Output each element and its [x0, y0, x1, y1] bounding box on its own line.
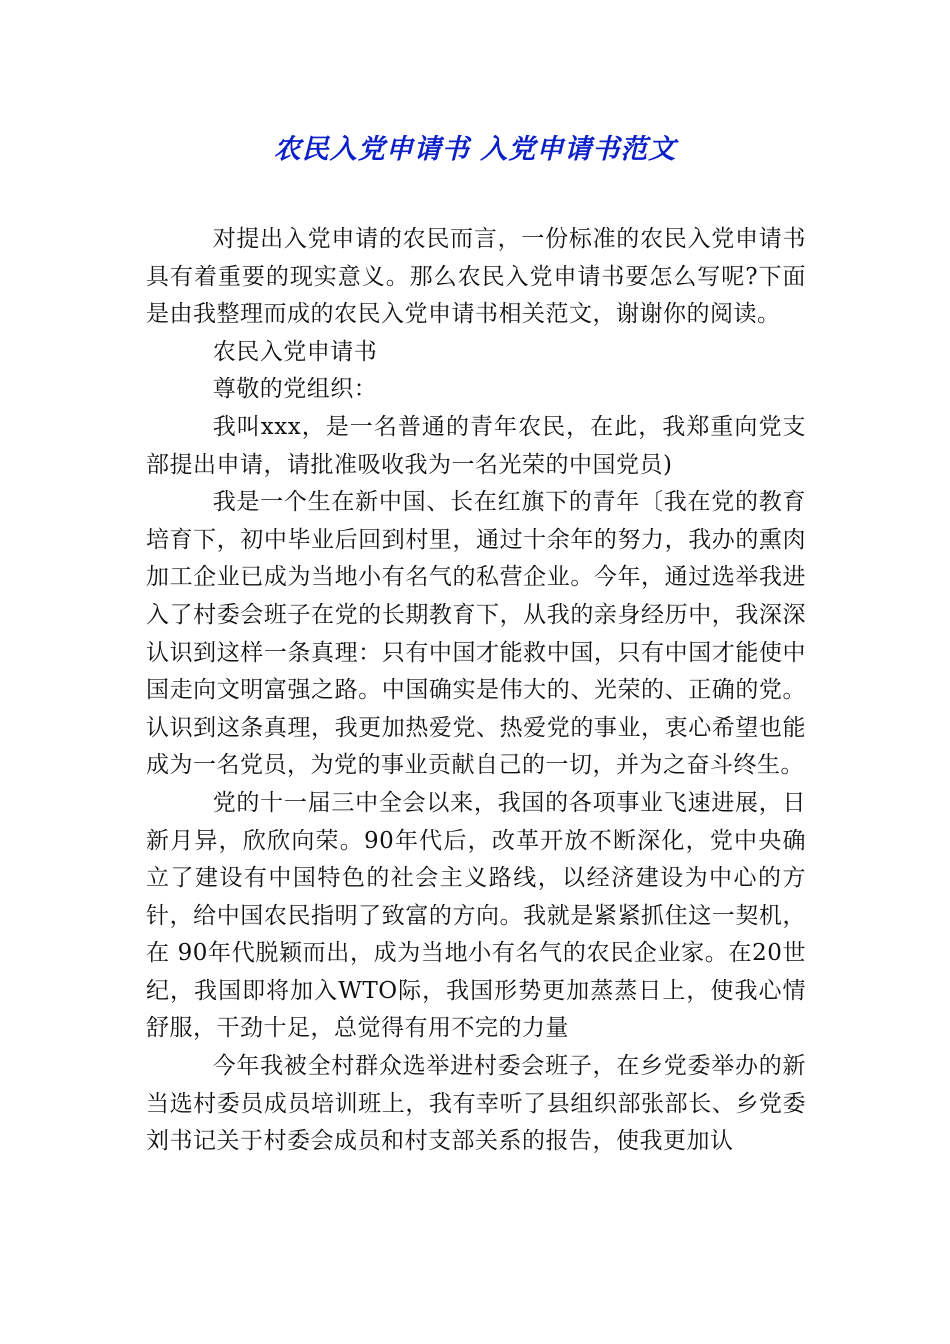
body-paragraph: 党的十一届三中全会以来，我国的各项事业飞速进展，日新月异，欣欣向荣。90年代后，改革开放不断深化，党中央确立了建设有中国特色的社会主义路线，以经济建设为中心的方针，给中国农民指明了致富的方向。我就是紧紧抓住这一契机，在 90年代脱颖而出，成为当地小有名气的农民企业家。在20世纪，我国即将加入WTO际，我国形势更加蒸蒸日上，使我心情舒服，干劲十足，总觉得有用不完的力量: [146, 789, 806, 1042]
document-title: 农民入党申请书 入党申请书范文: [273, 134, 677, 165]
salutation: 尊敬的党组织：: [212, 376, 378, 403]
document-body: [146, 221, 806, 1161]
body-paragraph: 今年我被全村群众选举进村委会班子，在乡党委举办的新当选村委员成员培训班上，我有幸听了县组织部张部长、乡党委刘书记关于村委会成员和村支部关系的报告，使我更加认: [146, 1053, 806, 1155]
letter-heading: 农民入党申请书: [212, 338, 378, 365]
body-paragraph: 我叫xxx，是一名普通的青年农民，在此，我郑重向党支部提出申请，请批准吸收我为一名光荣的中国党员): [146, 413, 806, 478]
body-paragraph: 我是一个生在新中国、长在红旗下的青年〔我在党的教育培育下，初中毕业后回到村里，通过十余年的努力，我办的熏肉加工企业已成为当地小有名气的私营企业。今年，通过选举我进入了村委会班子在党的长期教育下，从我的亲身经历中，我深深认识到这样一条真理：只有中国才能救中国，只有中国才能使中国走向文明富强之路。中国确实是伟大的、光荣的、正确的党。认识到这条真理，我更加热爱党、热爱党的事业，衷心希望也能成为一名党员，为党的事业贡献自己的一切，并为之奋斗终生。: [146, 489, 806, 779]
intro-paragraph: 对提出入党申请的农民而言，一份标准的农民入党申请书具有着重要的现实意义。那么农民入党申请书要怎么写呢?下面是由我整理而成的农民入党申请书相关范文，谢谢你的阅读。: [146, 226, 806, 328]
